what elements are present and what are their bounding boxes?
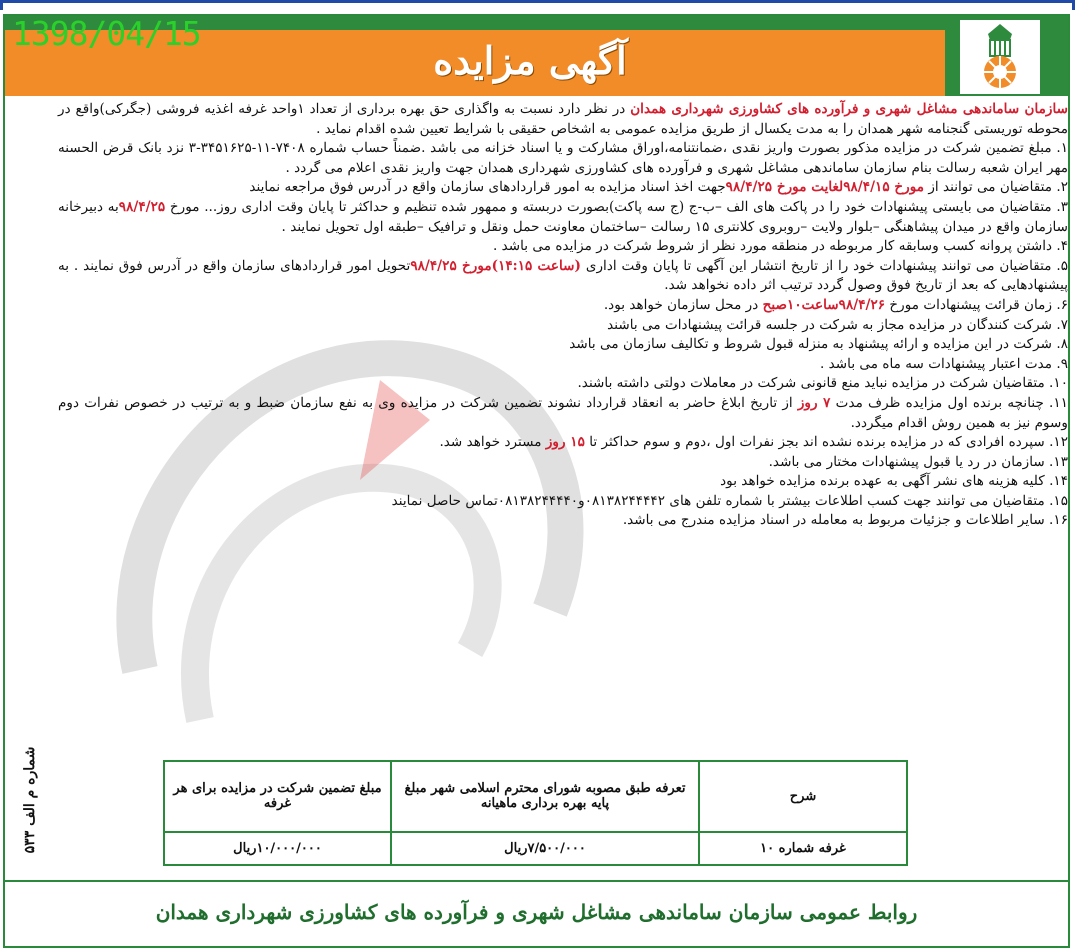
table-row <box>164 832 907 865</box>
highlight-days: ۱۵ روز <box>545 434 585 451</box>
list-item: ۵. متقاضیان می توانند پیشنهادات خود را از تاریخ انتشار این آگهی تا پایان وقت اداری (ساعت ۱۴:۱۵)مورخ ۹۸/۴/۲۵تحویل امور قراردادهای سازمان واقع در آدرس فوق نمایند . به پیشنهادهایی که بعد از تاریخ فوق وصول گردد ترتیب اثر داده نخواهد شد. <box>58 257 1069 294</box>
list-item: ۲. متقاضیان می توانند از مورخ ۹۸/۴/۱۵لغایت مورخ ۹۸/۴/۲۵جهت اخذ اسناد مزایده به امور قراردادهای سازمان واقع در آدرس فوق مراجعه نمایند <box>249 179 1068 196</box>
reference-number: شماره م الف ۵۳۳ <box>22 746 38 854</box>
date-stamp: 1398/04/15 <box>12 14 201 53</box>
footer-divider <box>5 880 1068 882</box>
org-name: سازمان ساماندهی مشاغل شهری و فرآورده های کشاورزی شهرداری همدان <box>630 101 1068 117</box>
intro-text: در نظر دارد نسبت به واگذاری حق بهره برداری از تعداد ۱واحد غرفه اغذیه فروشی (جگرکی)واقع در محوطه توریستی گنجنامه شهر همدان را به مدت یکسال از طریق مزایده عمومی به اشخاص حقیقی با شرایط تعیین شده اقدام نماید . <box>58 101 1068 137</box>
list-item: ۶. زمان قرائت پیشنهادات مورخ ۹۸/۴/۲۶ساعت۱۰صبح در محل سازمان خواهد بود. <box>603 296 1068 313</box>
cell-guarantee: ۱۰/۰۰۰/۰۰۰ریال <box>164 832 391 865</box>
col-tariff-header: تعرفه طبق مصوبه شورای محترم اسلامی شهر مبلغ پایه بهره برداری ماهیانه <box>391 761 699 832</box>
top-border <box>0 0 1075 10</box>
cell-tariff: ۷/۵۰۰/۰۰۰ریال <box>391 832 699 865</box>
municipality-logo <box>960 20 1040 94</box>
tariff-table <box>163 760 908 866</box>
col-desc-header: شرح <box>699 761 907 832</box>
list-item: ۳. متقاضیان می بایستی پیشنهادات خود را در پاکت های الف –ب-ج (ج سه پاکت)بصورت دربسته و ممهور شده تنظیم و حداکثر تا پایان وقت اداری روز... مورخ ۹۸/۴/۲۵به دبیرخانه سازمان واقع در میدان پیشاهنگی –بلوار ولایت –روبروی کلانتری ۱۵ رسالت –ساختمان معاونت حمل ونقل و ترافیک –طبقه اول تحویل نمایند . <box>58 198 1068 235</box>
cell-desc: غرفه شماره ۱۰ <box>699 832 907 865</box>
highlight-date: ۹۸/۴/۲۶ساعت۱۰صبح <box>762 296 886 313</box>
col-guarantee-header: مبلغ تضمین شرکت در مزایده برای هر غرفه <box>164 761 391 832</box>
list-item: ۱. مبلغ تضمین شرکت در مزایده مذکور بصورت واریز نقدی ،ضمانتنامه،اوراق مشارکت و یا اسناد خزانه می باشد .ضمناً حساب شماره ۷۴۰۸-۱۱-۳۴۵۱۶۲۵-۳ نزد بانک قرض الحسنه مهر ایران شعبه رسالت بنام سازمان ساماندهی مشاغل شهری و فرآورده های کشاورزی شهرداری همدان جهت واریز نقدی اعلام می گردد . <box>58 140 1069 176</box>
list-item: ۸. شرکت در این مزایده و ارائه پیشنهاد به منزله قبول شروط و تکالیف سازمان می باشد <box>569 336 1068 353</box>
list-item: ۱۱. چنانچه برنده اول مزایده ظرف مدت ۷ روز از تاریخ ابلاغ حاضر به انعقاد قرارداد نشوند تضمین شرکت در مزایده وی به نفع سازمان ضبط و به ترتیب در خصوص نفرات دوم وسوم نیز به همین روش اقدام میگردد. <box>58 394 1068 431</box>
highlight-date: مورخ ۹۸/۴/۱۵لغایت مورخ ۹۸/۴/۲۵ <box>725 179 925 196</box>
list-item: ۱۰. متقاضیان شرکت در مزایده نباید منع قانونی شرکت در معاملات دولتی داشته باشند. <box>577 375 1068 392</box>
list-item: ۱۳. سازمان در رد یا قبول پیشنهادات مختار می باشد. <box>768 453 1068 470</box>
list-item: ۷. شرکت کنندگان در مزایده مجاز به شرکت در جلسه قرائت پیشنهادات می باشند <box>607 316 1068 333</box>
page-title: آگهی مزایده <box>433 38 627 83</box>
list-item: ۹. مدت اعتبار پیشنهادات سه ماه می باشد . <box>820 355 1068 372</box>
highlight-date: (ساعت ۱۴:۱۵)مورخ ۹۸/۴/۲۵ <box>410 257 581 274</box>
table-header-row <box>164 761 907 832</box>
notice-body <box>58 100 1068 531</box>
intro-paragraph <box>58 100 1068 139</box>
list-item: ۱۴. کلیه هزینه های نشر آگهی به عهده برنده مزایده خواهد بود <box>720 473 1068 490</box>
list-item: ۱۶. سایر اطلاعات و جزئیات مربوط به معامله در اسناد مزایده مندرج می باشد. <box>622 512 1068 529</box>
list-item: ۱۲. سپرده افرادی که در مزایده برنده نشده اند بجز نفرات اول ،دوم و سوم حداکثر تا ۱۵ روز مسترد خواهد شد. <box>439 434 1068 451</box>
highlight-days: ۷ روز <box>797 394 831 411</box>
footer-text: روابط عمومی سازمان ساماندهی مشاغل شهری و فرآورده های کشاورزی شهرداری همدان <box>155 900 918 924</box>
highlight-date: ۹۸/۴/۲۵ <box>118 198 166 215</box>
list-item: ۴. داشتن پروانه کسب وسابقه کار مربوطه در منطقه مورد نظر از شروط شرکت در مزایده می باشد . <box>493 238 1068 255</box>
list-item: ۱۵. متقاضیان می توانند جهت کسب اطلاعات بیشتر با شماره تلفن های ۰۸۱۳۸۲۴۴۴۴۲و۰۸۱۳۸۲۴۴۴۴۰تماس حاصل نمایند <box>391 492 1068 509</box>
